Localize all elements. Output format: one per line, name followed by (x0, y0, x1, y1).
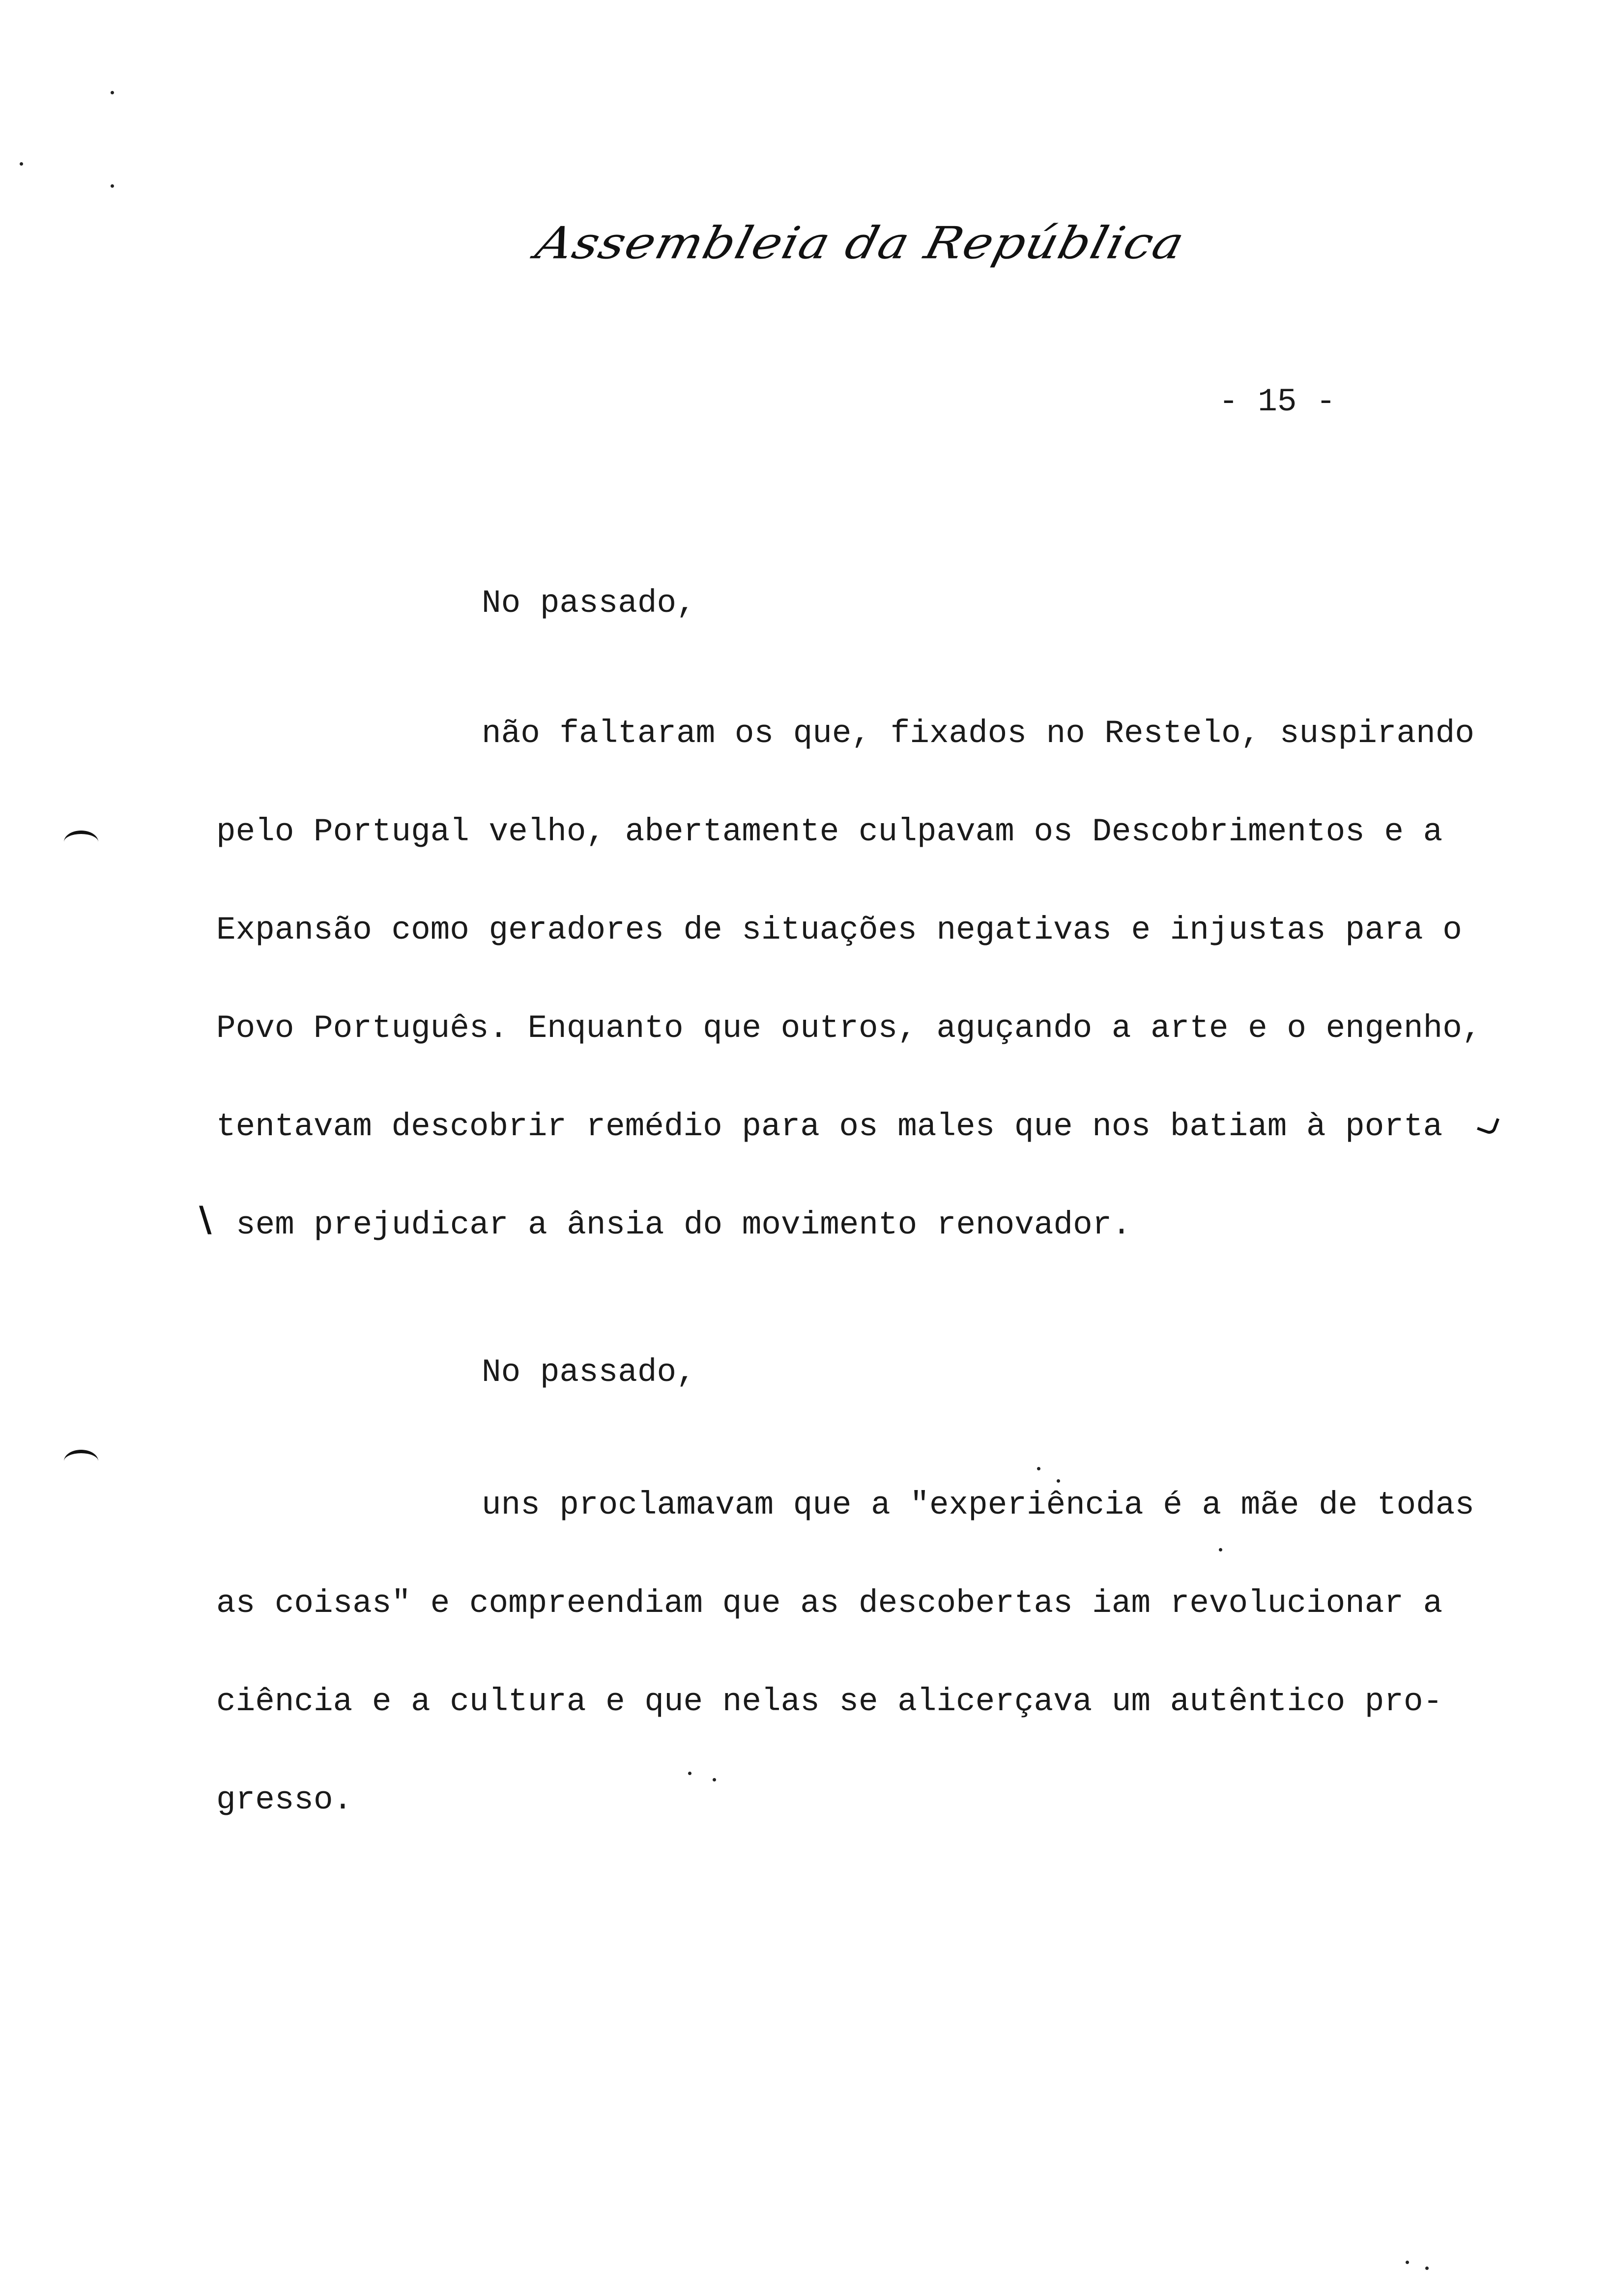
letterhead-title: Assembleia da República (531, 217, 1190, 269)
paragraph-heading-1: No passado, (482, 585, 696, 622)
scan-speck (1406, 2261, 1409, 2264)
scan-speck (111, 184, 114, 188)
page-number: - 15 - (1219, 383, 1336, 420)
paragraph-2-line-4: Povo Português. Enquanto que outros, aguçando a arte e o engenho, (216, 1010, 1482, 1047)
scan-speck (1057, 1479, 1060, 1483)
paragraph-2-line-6: sem prejudicar a ânsia do movimento renovador. (236, 1206, 1131, 1243)
paragraph-4-line-1: uns proclamavam que a "experiência é a mãe de todas (482, 1487, 1474, 1523)
paragraph-4-line-2: as coisas" e compreendiam que as descobertas iam revolucionar a (216, 1585, 1443, 1622)
paragraph-heading-2: No passado, (482, 1354, 696, 1391)
scan-speck (111, 91, 114, 94)
paragraph-4-line-3: ciência e a cultura e que nelas se alicerçava um autêntico pro- (216, 1683, 1443, 1720)
scan-speck (688, 1772, 691, 1775)
scan-speck (713, 1778, 716, 1781)
scan-speck (1037, 1467, 1040, 1470)
scan-speck (1425, 2267, 1429, 2270)
handwritten-caret-mark: \ (199, 1199, 212, 1239)
handwritten-comma-mark (1477, 1113, 1499, 1136)
paragraph-2-line-3: Expansão como geradores de situações negativas e injustas para o (216, 912, 1462, 948)
margin-bracket-mark (64, 1450, 98, 1473)
scan-speck (20, 162, 23, 166)
margin-bracket-mark (64, 831, 98, 854)
paragraph-2-line-5: tentavam descobrir remédio para os males que nos batiam à porta (216, 1108, 1443, 1145)
scan-speck (1219, 1548, 1222, 1551)
paragraph-2-line-1: não faltaram os que, fixados no Restelo, suspirando (482, 715, 1474, 752)
paragraph-4-line-4: gresso. (216, 1781, 353, 1818)
paragraph-2-line-2: pelo Portugal velho, abertamente culpavam os Descobrimentos e a (216, 813, 1443, 850)
